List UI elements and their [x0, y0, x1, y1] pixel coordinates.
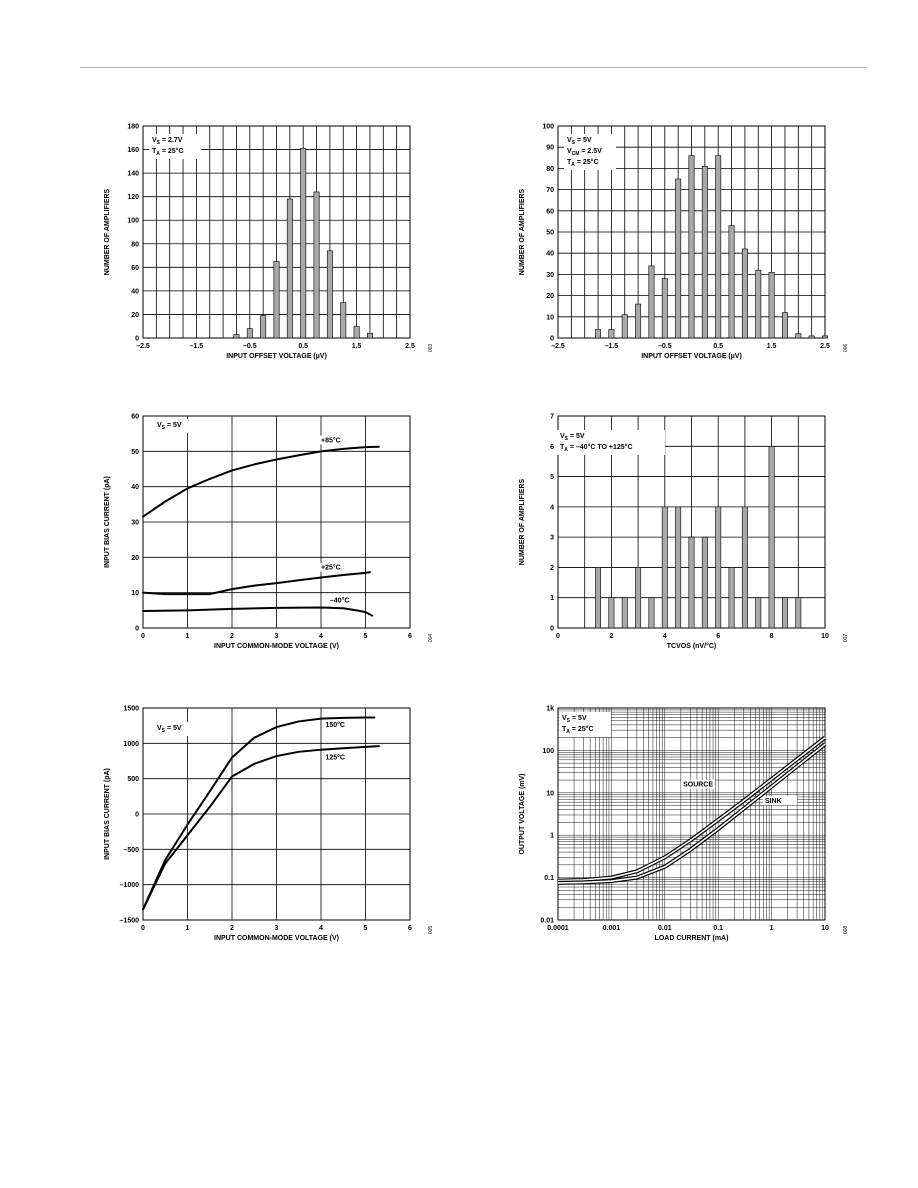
x-tick-label: 10: [821, 925, 829, 932]
x-axis-title: INPUT COMMON-MODE VOLTAGE (V): [214, 643, 339, 650]
y-tick-label: 30: [131, 519, 139, 527]
y-tick-label: 6: [550, 443, 554, 451]
condition-subscript: A: [156, 151, 160, 157]
bar: [287, 199, 292, 338]
bar: [247, 329, 252, 338]
y-tick-label: 0: [550, 625, 554, 633]
bar: [595, 330, 600, 338]
bar: [675, 179, 680, 338]
x-tick-label: 0.5: [713, 343, 724, 350]
y-tick-label: –500: [123, 846, 139, 854]
bar: [796, 598, 801, 628]
y-tick-label: 40: [131, 288, 139, 296]
condition-symbol: T: [560, 444, 565, 451]
y-tick-label: 0.01: [540, 917, 554, 925]
y-tick-label: 2: [550, 564, 554, 572]
bar: [742, 507, 747, 628]
y-tick-label: 100: [542, 123, 554, 131]
figure-number: 008: [843, 925, 849, 935]
bar: [595, 567, 600, 628]
series-label: 125°C: [325, 754, 345, 762]
condition-symbol: T: [562, 726, 567, 733]
y-tick-label: 7: [550, 413, 554, 421]
figure-number: 004: [428, 633, 434, 643]
y-tick-label: 30: [546, 271, 554, 279]
y-tick-label: 0: [135, 335, 139, 343]
x-tick-label: 3: [274, 925, 279, 932]
x-tick-label: 0.0001: [547, 925, 569, 932]
series-label: 150°C: [325, 722, 345, 730]
y-tick-label: 1k: [546, 705, 554, 713]
condition-subscript: S: [566, 718, 571, 724]
condition-value: = 5V: [568, 433, 585, 440]
x-axis-title: LOAD CURRENT (mA): [654, 935, 729, 942]
condition-symbol: V: [560, 433, 565, 440]
y-tick-label: 3: [550, 534, 554, 542]
y-tick-label: 50: [546, 229, 554, 237]
y-tick-label: 140: [127, 170, 139, 178]
x-tick-label: 0.001: [602, 925, 621, 932]
bar: [756, 270, 761, 338]
y-axis-title: INPUT BIAS CURRENT (pA): [104, 476, 111, 568]
histogram-tcvos: [510, 408, 855, 670]
x-tick-label: 0: [141, 633, 145, 640]
condition-symbol: V: [157, 725, 162, 732]
condition-subscript: S: [161, 425, 166, 431]
bar: [609, 330, 614, 338]
y-tick-label: 50: [131, 448, 139, 456]
condition-value: = 25°C: [159, 148, 184, 155]
y-axis-title: NUMBER OF AMPLIFIERS: [519, 188, 526, 276]
figure-number: 005: [428, 925, 434, 935]
condition-subscript: S: [564, 436, 569, 442]
bar: [769, 272, 774, 338]
x-tick-label: 2.5: [405, 343, 415, 350]
y-tick-label: 0.1: [544, 875, 554, 883]
bar: [260, 316, 265, 338]
series-label: SINK: [764, 798, 782, 806]
bar: [729, 226, 734, 338]
y-tick-label: 20: [546, 293, 554, 301]
condition-subscript: CM: [571, 151, 580, 157]
bar: [635, 304, 640, 338]
x-tick-label: 0: [141, 925, 145, 932]
bar: [822, 336, 827, 338]
condition-symbol: V: [567, 137, 572, 144]
y-tick-label: 500: [127, 776, 139, 784]
x-tick-label: 4: [319, 633, 323, 640]
condition-value: = 2.5V: [579, 148, 602, 155]
x-tick-label: –0.5: [242, 343, 257, 350]
y-tick-label: 180: [127, 123, 139, 131]
y-tick-label: 70: [546, 187, 554, 195]
bar: [809, 336, 814, 338]
x-tick-label: 1.5: [351, 343, 362, 350]
condition-symbol: T: [567, 159, 572, 166]
bar: [769, 446, 774, 628]
condition-symbol: V: [562, 715, 567, 722]
condition-symbol: T: [152, 148, 157, 155]
condition-symbol: V: [567, 148, 572, 155]
y-tick-label: 1: [550, 595, 554, 603]
bar: [782, 598, 787, 628]
y-tick-label: 60: [131, 413, 139, 421]
x-tick-label: 1.5: [766, 343, 777, 350]
bias-current-vs-cm-voltage-temps: [95, 408, 440, 670]
x-tick-label: 4: [662, 633, 667, 640]
y-tick-label: 0: [135, 811, 139, 819]
histogram-offset-voltage-5v: [510, 118, 855, 380]
condition-subscript: A: [571, 162, 575, 168]
bar: [327, 251, 332, 338]
x-axis-title: INPUT OFFSET VOLTAGE (µV): [226, 353, 327, 360]
y-tick-label: 80: [546, 165, 554, 173]
histogram-offset-voltage-2v7: [95, 118, 440, 380]
condition-symbol: V: [157, 422, 162, 429]
x-tick-label: 6: [716, 633, 721, 640]
bar: [649, 266, 654, 338]
x-tick-label: 0.5: [298, 343, 309, 350]
y-tick-label: 90: [546, 144, 554, 152]
bar: [716, 156, 721, 338]
y-axis-title: INPUT BIAS CURRENT (pA): [104, 768, 111, 860]
condition-value: = 5V: [165, 725, 182, 732]
bar: [662, 507, 667, 628]
y-tick-label: 10: [546, 314, 554, 322]
x-axis-title: INPUT COMMON-MODE VOLTAGE (V): [214, 935, 339, 942]
condition-subscript: S: [161, 728, 166, 734]
x-tick-label: 8: [769, 633, 774, 640]
x-tick-label: –2.5: [551, 343, 565, 350]
bar: [662, 279, 667, 338]
y-tick-label: 80: [131, 241, 139, 249]
x-tick-label: –2.5: [136, 343, 150, 350]
x-tick-label: 0.1: [713, 925, 724, 932]
y-tick-label: 0: [550, 335, 554, 343]
bar: [367, 333, 372, 338]
condition-value: = 5V: [575, 137, 592, 144]
output-voltage-vs-load-current: [510, 700, 855, 962]
y-axis-title: NUMBER OF AMPLIFIERS: [519, 478, 526, 566]
bar: [609, 598, 614, 628]
bar: [689, 537, 694, 628]
y-tick-label: –1000: [119, 882, 139, 890]
bar: [274, 261, 279, 338]
condition-value: = 5V: [165, 422, 182, 429]
bar: [635, 567, 640, 628]
y-tick-label: 4: [550, 504, 554, 512]
figure-number: 003: [428, 343, 434, 353]
x-tick-label: 10: [821, 633, 829, 640]
plot-area: [558, 708, 825, 920]
bar: [649, 598, 654, 628]
x-axis-title: TCVOS (nV/°C): [666, 643, 717, 650]
bar: [234, 334, 239, 338]
y-tick-label: 60: [546, 208, 554, 216]
condition-value: = –40°C TO +125°C: [567, 444, 633, 451]
x-tick-label: 0: [556, 633, 560, 640]
y-tick-label: 40: [546, 250, 554, 258]
bar: [622, 315, 627, 338]
condition-value: = 25°C: [569, 726, 594, 733]
y-axis-title: OUTPUT VOLTAGE (mV): [519, 773, 526, 855]
y-tick-label: 100: [542, 747, 554, 755]
bar: [675, 507, 680, 628]
x-tick-label: –0.5: [657, 343, 672, 350]
condition-value: = 2.7V: [160, 137, 183, 144]
x-tick-label: –1.5: [604, 343, 619, 350]
bar: [702, 166, 707, 338]
bar: [314, 192, 319, 338]
y-tick-label: 120: [127, 194, 139, 202]
y-tick-label: 5: [550, 474, 554, 482]
x-tick-label: 6: [408, 633, 412, 640]
y-tick-label: 10: [131, 590, 139, 598]
condition-subscript: A: [566, 729, 570, 735]
x-tick-label: 5: [363, 633, 368, 640]
x-tick-label: 0.01: [657, 925, 672, 932]
condition-value: = 5V: [570, 715, 587, 722]
bar: [782, 313, 787, 338]
x-tick-label: –1.5: [189, 343, 204, 350]
bar: [622, 598, 627, 628]
page-header-rule: [80, 67, 867, 68]
x-tick-label: 2: [609, 633, 614, 640]
series-label: +85°C: [321, 437, 341, 445]
bar: [689, 156, 694, 338]
y-tick-label: 20: [131, 554, 139, 562]
bar: [702, 537, 707, 628]
y-tick-label: 1: [550, 832, 554, 840]
bar: [796, 334, 801, 338]
condition-subscript: S: [156, 140, 161, 146]
bar: [301, 148, 306, 338]
x-tick-label: 6: [408, 925, 412, 932]
y-tick-label: 1000: [123, 740, 139, 748]
bar: [341, 303, 346, 338]
condition-symbol: V: [152, 137, 157, 144]
x-tick-label: 2: [230, 925, 234, 932]
y-tick-label: 20: [131, 311, 139, 319]
figure-number: 007: [843, 633, 849, 643]
bar: [716, 507, 721, 628]
bar: [354, 326, 359, 338]
y-tick-label: 60: [131, 264, 139, 272]
x-tick-label: 5: [363, 925, 368, 932]
condition-subscript: S: [571, 140, 576, 146]
y-tick-label: 0: [135, 625, 139, 633]
x-tick-label: 1: [769, 925, 774, 932]
figure-number: 006: [843, 343, 849, 353]
y-axis-title: NUMBER OF AMPLIFIERS: [104, 188, 111, 276]
x-tick-label: 1: [185, 925, 190, 932]
y-tick-label: 160: [127, 147, 139, 155]
y-tick-label: –1500: [119, 917, 139, 925]
x-tick-label: 1: [185, 633, 190, 640]
y-tick-label: 10: [546, 790, 554, 798]
condition-subscript: A: [564, 447, 568, 453]
y-tick-label: 40: [131, 484, 139, 492]
condition-value: = 25°C: [574, 159, 599, 166]
x-tick-label: 3: [274, 633, 279, 640]
series-label: +25°C: [321, 564, 341, 572]
bias-current-vs-cm-voltage-high-temp: [95, 700, 440, 962]
y-tick-label: 100: [127, 217, 139, 225]
y-tick-label: 1500: [123, 705, 139, 713]
bar: [756, 598, 761, 628]
series-label: –40°C: [329, 597, 350, 605]
series-label: SOURCE: [683, 781, 714, 789]
x-tick-label: 4: [319, 925, 323, 932]
bar: [742, 249, 747, 338]
x-axis-title: INPUT OFFSET VOLTAGE (µV): [641, 353, 742, 360]
x-tick-label: 2: [230, 633, 234, 640]
bar: [729, 567, 734, 628]
x-tick-label: 2.5: [820, 343, 830, 350]
